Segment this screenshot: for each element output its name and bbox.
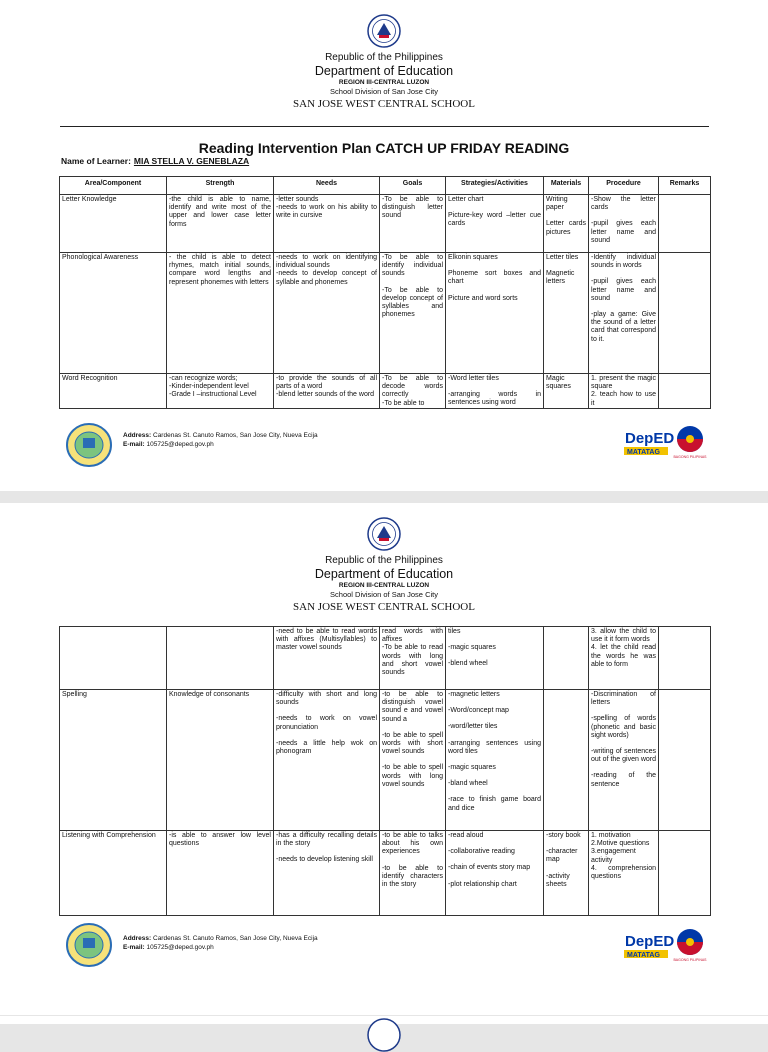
- cell-strength: [167, 831, 274, 916]
- cell-paragraph: -To be able to develop concept of syllables and phonemes: [382, 286, 443, 319]
- cell-materials: [544, 253, 589, 374]
- document-title: Reading Intervention Plan CATCH UP FRIDAY READING: [198, 140, 570, 156]
- cell-paragraph: -Show the letter cards: [591, 196, 656, 212]
- footer-address-block: [123, 934, 318, 953]
- cell-goals: [380, 627, 446, 690]
- deped-seal-icon: [367, 1018, 401, 1052]
- bagong-pilipinas-logo: [673, 927, 707, 963]
- cell-paragraph: Listening with Comprehension: [62, 832, 156, 839]
- cell-paragraph: -collaborative reading: [448, 848, 515, 856]
- cell-paragraph: Knowledge of consonants: [169, 691, 250, 698]
- cell-strategies: [446, 690, 544, 831]
- school-logo-icon: [65, 422, 113, 468]
- cell-paragraph: -to provide the sounds of all parts of a word -blend letter sounds of the word: [276, 375, 377, 399]
- cell-paragraph: -arranging words in sentences using word: [448, 391, 541, 407]
- cell-remarks: [659, 195, 711, 253]
- address-text: Cardenas St. Canuto Ramos, San Jose City, Nueva Ecija: [153, 935, 318, 942]
- cell-paragraph: -needs a little help wok on phonogram: [276, 739, 377, 755]
- matatag-text: MATATAG: [627, 449, 660, 456]
- cell-strategies: [446, 374, 544, 409]
- cell-strategies: [446, 195, 544, 253]
- header-divider: [60, 126, 709, 127]
- deped-seal-icon: [367, 14, 401, 48]
- cell-paragraph: -to be able to distinguish vowel sound e and vowel sound a: [382, 691, 443, 723]
- column-header: Strength: [167, 177, 274, 195]
- cell-strategies: [446, 253, 544, 374]
- cell-paragraph: -to be able to spell words with short vowel sounds: [382, 731, 443, 756]
- document-page-2: [0, 503, 768, 1015]
- cell-strength: [167, 374, 274, 409]
- cell-paragraph: - the child is able to detect rhymes, match initial sounds, compare word lengths and represent phonemes with letters: [169, 254, 271, 286]
- cell-paragraph: read words with affixes -To be able to read words with long and short vowel sounds: [382, 628, 443, 676]
- cell-procedure: [589, 253, 659, 374]
- header-department: Department of Education: [314, 64, 454, 78]
- learner-name: MIA STELLA V. GENEBLAZA: [133, 156, 250, 166]
- cell-paragraph: -To be able to decode words correctly -To be able to: [382, 375, 443, 407]
- bagong-pilipinas-logo: [673, 424, 707, 460]
- bagong-text: BAGONG PILIPINAS: [673, 455, 707, 459]
- column-header: Procedure: [589, 177, 659, 195]
- cell-paragraph: 3. allow the child to use it it form words 4. let the child read the words he was able to form: [591, 628, 656, 668]
- footer-address-block: [123, 431, 318, 450]
- cell-area: [60, 831, 167, 916]
- cell-goals: [380, 253, 446, 374]
- cell-paragraph: Letter tiles: [546, 254, 579, 261]
- table-row: [60, 690, 711, 831]
- column-header: Needs: [274, 177, 380, 195]
- cell-paragraph: -story book: [546, 832, 581, 839]
- cell-paragraph: Picture-key word –letter cue cards: [448, 212, 541, 228]
- cell-paragraph: Magnetic letters: [546, 270, 575, 286]
- cell-materials: [544, 627, 589, 690]
- cell-area: [60, 253, 167, 374]
- cell-paragraph: -chain of events story map: [448, 864, 531, 872]
- cell-paragraph: -difficulty with short and long sounds: [276, 691, 377, 707]
- deped-logo-text: DepED: [625, 430, 675, 447]
- table-header-row: [60, 177, 711, 195]
- cell-strength: [167, 253, 274, 374]
- cell-procedure: [589, 831, 659, 916]
- cell-paragraph: Letter cards pictures: [546, 220, 586, 236]
- school-logo-icon: [65, 922, 113, 968]
- cell-materials: [544, 374, 589, 409]
- cell-paragraph: -magic squares: [448, 644, 496, 652]
- cell-paragraph: -writing of sentences out of the given word: [591, 747, 656, 764]
- matatag-text: MATATAG: [627, 952, 660, 959]
- deped-logo-text: DepED: [625, 933, 675, 950]
- column-header: Area/Component: [60, 177, 167, 195]
- cell-strategies: [446, 627, 544, 690]
- cell-goals: [380, 374, 446, 409]
- cell-paragraph: Word Recognition: [62, 375, 118, 382]
- cell-remarks: [659, 374, 711, 409]
- cell-paragraph: -read aloud: [448, 832, 484, 839]
- cell-paragraph: -Identify individual sounds in words: [591, 254, 656, 270]
- learner-line: [61, 156, 249, 166]
- cell-paragraph: -To be able to identify individual sounds: [382, 254, 443, 278]
- cell-paragraph: -pupil gives each letter name and sound: [591, 278, 656, 302]
- cell-needs: [274, 690, 380, 831]
- address-label: Address:: [123, 935, 152, 942]
- cell-paragraph: -magic squares: [448, 763, 496, 771]
- cell-paragraph: -spelling of words (phonetic and basic sight words): [591, 715, 656, 739]
- header-region: REGION III-CENTRAL LUZON: [338, 582, 430, 589]
- cell-paragraph: Picture and word sorts: [448, 294, 518, 302]
- intervention-table-page-1: [59, 176, 711, 409]
- table-row: [60, 831, 711, 916]
- cell-paragraph: -to be able to spell words with long vowel sounds: [382, 764, 443, 788]
- cell-procedure: [589, 690, 659, 831]
- table-row: [60, 374, 711, 409]
- cell-paragraph: Phonological Awareness: [62, 254, 139, 261]
- cell-paragraph: 1. motivation 2.Motive questions 3.engagement activity 4. comprehension questions: [591, 832, 656, 880]
- header-school: SAN JOSE WEST CENTRAL SCHOOL: [293, 601, 475, 613]
- cell-remarks: [659, 690, 711, 831]
- cell-materials: [544, 690, 589, 831]
- cell-needs: [274, 253, 380, 374]
- cell-paragraph: 1. present the magic square 2. teach how to use it: [591, 375, 656, 407]
- header-region: REGION III-CENTRAL LUZON: [338, 79, 430, 86]
- cell-paragraph: tiles: [448, 628, 461, 635]
- cell-paragraph: -is able to answer low level questions: [169, 832, 271, 848]
- table-row: [60, 627, 711, 690]
- cell-remarks: [659, 253, 711, 374]
- cell-paragraph: -character map: [546, 848, 578, 864]
- column-header: Remarks: [659, 177, 711, 195]
- cell-area: [60, 690, 167, 831]
- cell-paragraph: -plot relationship chart: [448, 880, 517, 888]
- cell-paragraph: Magic squares: [546, 375, 571, 391]
- learner-label: Name of Learner:: [61, 156, 131, 166]
- cell-paragraph: -the child is able to name, identify and write most of the upper and lower case letter forms: [169, 196, 271, 228]
- cell-goals: [380, 690, 446, 831]
- cell-paragraph: -to be able to talks about his own experiences: [382, 832, 443, 856]
- cell-paragraph: -play a game: Give the sound of a letter card that correspond to it.: [591, 310, 656, 343]
- cell-paragraph: -word/letter tiles: [448, 723, 498, 731]
- deped-matatag-logo: [623, 426, 675, 462]
- document-page-3: [0, 1016, 768, 1024]
- header-republic: Republic of the Philippines: [325, 52, 443, 63]
- cell-paragraph: -letter sounds -needs to work on his ability to write in cursive: [276, 196, 377, 220]
- cell-area: [60, 195, 167, 253]
- cell-paragraph: -magnetic letters: [448, 691, 500, 698]
- cell-paragraph: -blend wheel: [448, 660, 488, 668]
- cell-procedure: [589, 627, 659, 690]
- cell-goals: [380, 831, 446, 916]
- cell-paragraph: -bland wheel: [448, 780, 488, 788]
- cell-paragraph: -can recognize words; -Kinder-independent level -Grade I –instructional Level: [169, 375, 257, 399]
- cell-strength: [167, 195, 274, 253]
- cell-paragraph: -Discrimination of letters: [591, 691, 656, 707]
- email-text: 105725@deped.gov.ph: [146, 441, 214, 449]
- cell-paragraph: -arranging sentences using word tiles: [448, 739, 541, 755]
- document-page-1: [0, 0, 768, 491]
- email-label: E-mail:: [123, 944, 145, 952]
- header-republic: Republic of the Philippines: [325, 555, 443, 566]
- header-division: School Division of San Jose City: [330, 590, 438, 599]
- cell-strategies: [446, 831, 544, 916]
- email-text: 105725@deped.gov.ph: [146, 944, 214, 952]
- cell-goals: [380, 195, 446, 253]
- cell-paragraph: -race to finish game board and dice: [448, 796, 541, 812]
- cell-paragraph: Letter chart: [448, 196, 484, 203]
- cell-paragraph: -need to be able to read words with affixes (Multisyllables) to master vowel sounds: [276, 628, 377, 652]
- cell-needs: [274, 627, 380, 690]
- bagong-text: BAGONG PILIPINAS: [673, 958, 707, 962]
- header-department: Department of Education: [314, 567, 454, 581]
- column-header: Goals: [380, 177, 446, 195]
- deped-seal-icon: [367, 517, 401, 551]
- cell-materials: [544, 831, 589, 916]
- cell-paragraph: -Word letter tiles: [448, 375, 499, 382]
- address-label: Address:: [123, 432, 152, 439]
- cell-paragraph: -to be able to identify characters in the story: [382, 864, 443, 888]
- cell-paragraph: -needs to work on identifying individual sounds -needs to develop concept of syllable and phonemes: [276, 254, 377, 286]
- cell-remarks: [659, 831, 711, 916]
- cell-paragraph: -needs to work on vowel pronunciation: [276, 715, 377, 731]
- cell-needs: [274, 374, 380, 409]
- cell-area: [60, 627, 167, 690]
- cell-paragraph: Letter Knowledge: [62, 196, 117, 203]
- header-division: School Division of San Jose City: [330, 87, 438, 96]
- cell-paragraph: -reading of the sentence: [591, 772, 656, 788]
- cell-strength: [167, 690, 274, 831]
- cell-area: [60, 374, 167, 409]
- cell-paragraph: -needs to develop listening skill: [276, 856, 373, 864]
- cell-paragraph: Phoneme sort boxes and chart: [448, 270, 541, 286]
- column-header: Materials: [544, 177, 589, 195]
- cell-procedure: [589, 195, 659, 253]
- cell-needs: [274, 831, 380, 916]
- deped-matatag-logo: [623, 929, 675, 965]
- cell-paragraph: Elkonin squares: [448, 254, 498, 261]
- cell-paragraph: -To be able to distinguish letter sound: [382, 196, 443, 220]
- cell-paragraph: -has a difficulty recalling details in the story: [276, 832, 377, 848]
- cell-paragraph: -pupil gives each letter name and sound: [591, 220, 656, 244]
- address-text: Cardenas St. Canuto Ramos, San Jose City, Nueva Ecija: [153, 432, 318, 439]
- cell-remarks: [659, 627, 711, 690]
- table-row: [60, 195, 711, 253]
- cell-procedure: [589, 374, 659, 409]
- cell-paragraph: -Word/concept map: [448, 707, 509, 715]
- cell-needs: [274, 195, 380, 253]
- email-label: E-mail:: [123, 441, 145, 449]
- header-school: SAN JOSE WEST CENTRAL SCHOOL: [293, 98, 475, 110]
- cell-paragraph: Spelling: [62, 691, 87, 698]
- column-header: Strategies/Activities: [446, 177, 544, 195]
- cell-strength: [167, 627, 274, 690]
- cell-paragraph: Writing paper: [546, 196, 568, 212]
- cell-paragraph: -activity sheets: [546, 872, 570, 888]
- intervention-table-page-2: [59, 626, 711, 916]
- cell-materials: [544, 195, 589, 253]
- table-row: [60, 253, 711, 374]
